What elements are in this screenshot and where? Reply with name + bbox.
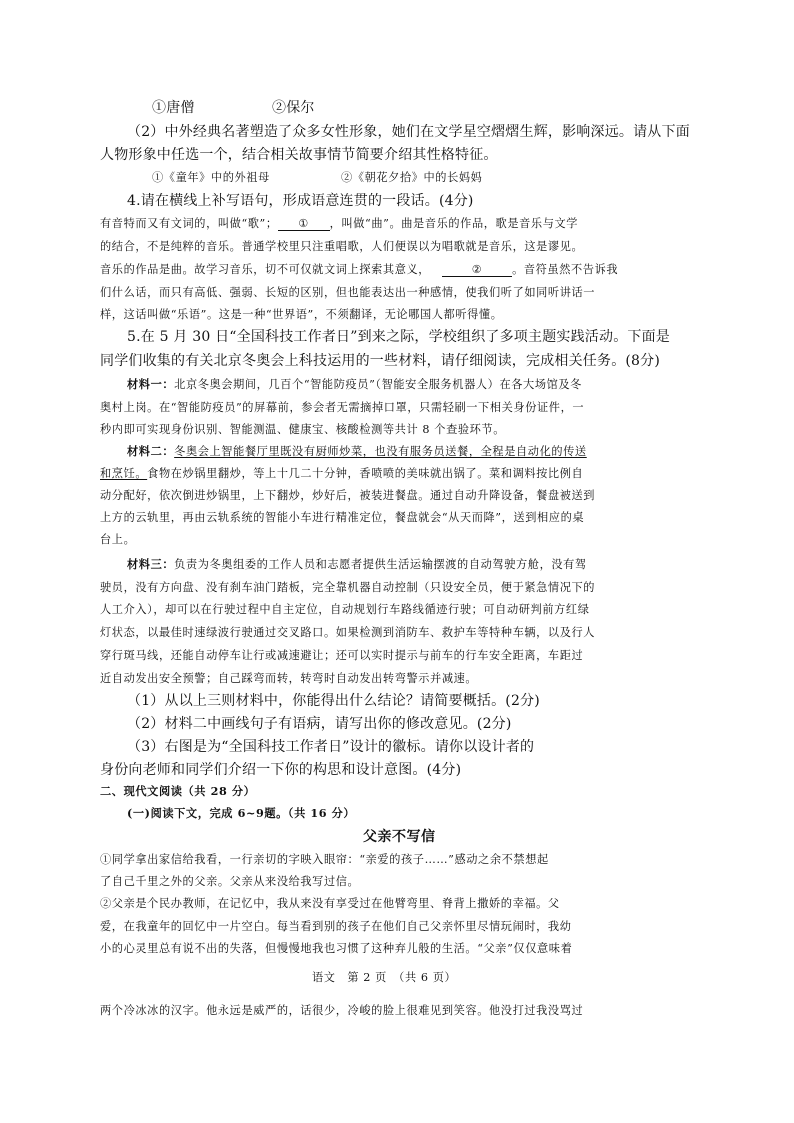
q3-2-option-2: ②《朝花夕拾》中的长妈妈: [341, 171, 483, 184]
q4-title: 4.请在横线上补写语句，形成语意连贯的一段话。(4分): [127, 193, 474, 209]
article-p2-line1: ②父亲是个民办教师，在记忆中，我从来没有享受过在他臂弯里、脊背上撒娇的幸福。父: [100, 897, 560, 910]
material2-line2-text: 食物在炒锅里翻炒，等上十几二十分钟，香喷喷的美味就出锅了。菜和调料按比例自: [147, 467, 584, 480]
q4-blank-2: ②: [442, 264, 512, 277]
q4-line1-start: 有音特而又有文词的，叫做“歌”；: [100, 217, 278, 230]
material2-line3: 动分配好，依次倒进炒锅里，上下翻炒，炒好后，被装进餐盘。通过自动升降设备，餐盘被送到: [100, 489, 596, 502]
material2-underlined-sentence-part1: 冬奥会上智能餐厅里既没有厨师炒菜，也没有服务员送餐，全程是自动化的传送: [174, 445, 587, 458]
material3-line1-text: 负责为冬奥组委的工作人员和志愿者提供生活运输摆渡的自动驾驶方舱，没有驾: [174, 558, 587, 571]
material2-underlined-sentence-part2: 和烹饪。: [100, 467, 148, 480]
q3-2-line1: （2）中外经典名著塑造了众多女性形象，她们在文学星空熠熠生辉，影响深远。请从下面: [127, 124, 690, 140]
material3-line5: 穿行斑马线，还能自动停车让行或减速避让；还可以实时提示与前车的行车安全距离，车距过: [100, 649, 584, 662]
material2-line4: 上方的云轨里，再由云轨系统的智能小车进行精准定位，餐盘就会“从天而降”，送到相应的桌: [100, 511, 585, 524]
section2-subheading: (一)阅读下文，完成 6~9题。（共 16 分）: [127, 806, 356, 820]
q3-2-option-1: ①《童年》中的外祖母: [152, 171, 270, 184]
q4-line1: [100, 218, 578, 231]
q3-option-1: ①唐僧: [152, 100, 195, 116]
q4-line3: [100, 264, 618, 277]
q4-line1-end: ，叫做“曲”。曲是音乐的作品，歌是音乐与文学: [329, 217, 579, 230]
material3-line3: 人工介入），却可以在行驶过程中自主定位，自动规划行车路线循迹行驶；可自动研判前方红绿: [100, 603, 590, 616]
task-1: （1）从以上三则材料中，你能得出什么结论？请简要概括。(2分): [127, 693, 540, 709]
q5-line1: 5.在 5 月 30 日“全国科技工作者日”到来之际，学校组织了多项主题实践活动。下面是: [127, 329, 670, 345]
q3-2-line2: 人物形象中任选一个，结合相关故事情节简要介绍其性格特征。: [100, 147, 498, 163]
material1-line1: [127, 379, 582, 390]
q4-line5: 样，这话叫做“乐语”。这是一种“世界语”，不须翻译，无论哪国人都听得懂。: [100, 308, 503, 321]
q4-line2: 的结合，不是纯粹的音乐。普通学校里只注重唱歌，人们便误以为唱歌就是音乐，这是谬见。: [100, 240, 584, 253]
material3-line6: 近自动发出安全预警；自己踩弯而转，转弯时自动发出转弯警示并减速。: [100, 672, 478, 685]
material3-line2: 驶员，没有方向盘、没有刹车油门踏板，完全靠机器自动控制（只设安全员，便于紧急情况下的: [100, 581, 596, 594]
article-p1-line1: ①同学拿出家信给我看，一行亲切的字映入眼帘：“亲爱的孩子……”感动之余不禁想起: [100, 853, 549, 866]
material1-label: 材料一：: [127, 377, 175, 391]
material3-line1: [127, 559, 587, 570]
page-footer: 语文 第 2 页 （共 6 页）: [312, 971, 457, 984]
material3-line4: 灯状态，以最佳时速绿波行驶通过交叉路口。如果检测到消防车、救护车等特种车辆，以及行人: [100, 626, 596, 639]
material2-line5: 台上。: [100, 533, 136, 546]
q5-line2: 同学们收集的有关北京冬奥会上科技运用的一些材料，请仔细阅读，完成相关任务。(8分): [100, 353, 661, 369]
material1-line3: 秒内即可实现身份识别、智能测温、健康宝、核酸检测等共计 8 个查验环节。: [100, 423, 506, 436]
material2-line2: [100, 468, 583, 479]
task-3-line1: （3）右图是为“全国科技工作者日”设计的徽标。请你以设计者的: [127, 739, 535, 755]
task-2: （2）材料二中画线句子有语病，请写出你的修改意见。(2分): [127, 716, 512, 732]
q4-blank-1: ①: [278, 218, 330, 231]
q4-line3-end: 。音符虽然不告诉我: [512, 263, 619, 276]
material1-line2: 奥村上岗。在“智能防疫员”的屏幕前，参会者无需摘掉口罩，只需轻刷一下相关身份证件，一: [100, 401, 585, 414]
q4-line3-start: 音乐的作品是曲。故学习音乐，切不可仅就文词上探索其意义，: [100, 263, 431, 276]
next-page-line1: 两个冷冰冰的汉字。他永远是威严的，话很少，冷峻的脸上很难见到笑容。他没打过我没骂过: [100, 1004, 584, 1017]
q4-line4: 们什么话，而只有高低、强弱、长短的区别，但也能表达出一种感情，使我们听了如同听讲话一: [100, 286, 596, 299]
article-p2-line3: 小的心灵里总有说不出的失落，但慢慢地我也习惯了这种弃儿般的生活。“父亲”仅仅意味着: [100, 942, 573, 955]
task-3-line2: 身份向老师和同学们介绍一下你的构思和设计意图。(4分): [100, 762, 462, 778]
material3-label: 材料三：: [127, 557, 175, 571]
q3-option-2: ②保尔: [272, 100, 315, 116]
article-p2-line2: 爱，在我童年的回忆中一片空白。每当看到别的孩子在他们自己父亲怀里尽情玩闹时，我幼: [100, 920, 572, 933]
material2-label: 材料二：: [127, 444, 175, 458]
material1-line1-text: 北京冬奥会期间，几百个“智能防疫员”（智能安全服务机器人）在各大场馆及冬: [174, 378, 582, 391]
article-title: 父亲不写信: [363, 829, 436, 845]
section2-heading: 二、现代文阅读（共 28 分）: [100, 784, 256, 798]
article-p1-line2: 了自己千里之外的父亲。父亲从来没给我写过信。: [100, 875, 360, 888]
material2-line1: [127, 446, 587, 457]
